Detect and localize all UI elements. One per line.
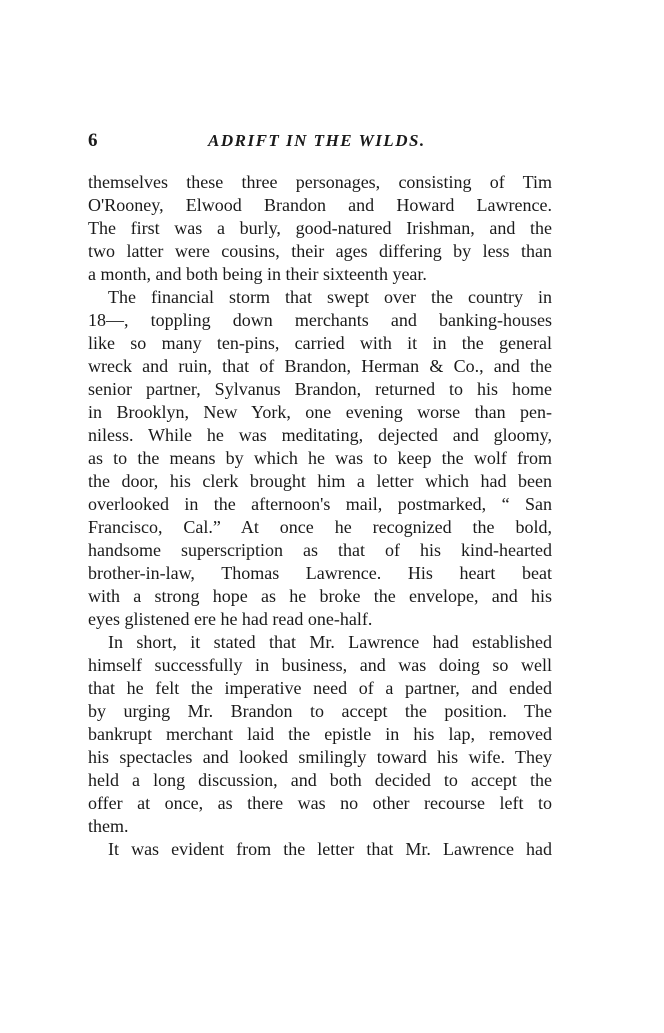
text-line: It was evident from the letter that Mr. Lawrence had <box>108 839 552 859</box>
page-number: 6 <box>88 130 98 151</box>
text-line: niless. While he was meditating, dejected and gloomy, <box>88 425 552 445</box>
text-line: brother-in-law, Thomas Lawrence. His heart beat <box>88 563 552 583</box>
text-line: The first was a burly, good-natured Irishman, and the <box>88 218 552 238</box>
text-line: senior partner, Sylvanus Brandon, returned to his home <box>88 379 552 399</box>
text-line: with a strong hope as he broke the envelope, and his <box>88 586 552 606</box>
body-text <box>88 171 552 861</box>
text-line: wreck and ruin, that of Brandon, Herman & Co., and the <box>88 356 552 376</box>
text-line: O'Rooney, Elwood Brandon and Howard Lawrence. <box>88 195 552 215</box>
text-line: by urging Mr. Brandon to accept the position. The <box>88 701 552 721</box>
running-head <box>88 128 552 154</box>
text-line: himself successfully in business, and was doing so well <box>88 655 552 675</box>
text-line: two latter were cousins, their ages differing by less than <box>88 241 552 261</box>
paragraph-4 <box>88 838 552 861</box>
paragraph-1 <box>88 171 552 286</box>
running-title: ADRIFT IN THE WILDS. <box>208 131 426 150</box>
text-line: them. <box>88 816 129 836</box>
text-line: handsome superscription as that of his kind-hearted <box>88 540 552 560</box>
text-line: his spectacles and looked smilingly toward his wife. They <box>88 747 552 767</box>
text-line: as to the means by which he was to keep the wolf from <box>88 448 552 468</box>
text-line: like so many ten-pins, carried with it in the general <box>88 333 552 353</box>
text-line: eyes glistened ere he had read one-half. <box>88 609 373 629</box>
text-line: overlooked in the afternoon's mail, postmarked, “ San <box>88 494 552 514</box>
paragraph-2 <box>88 286 552 631</box>
text-line: In short, it stated that Mr. Lawrence had established <box>108 632 552 652</box>
text-line: The financial storm that swept over the country in <box>108 287 552 307</box>
paragraph-3 <box>88 631 552 838</box>
text-line: the door, his clerk brought him a letter which had been <box>88 471 552 491</box>
text-line: Francisco, Cal.” At once he recognized the bold, <box>88 517 552 537</box>
text-line: that he felt the imperative need of a partner, and ended <box>88 678 552 698</box>
text-line: themselves these three personages, consisting of Tim <box>88 172 552 192</box>
text-line: in Brooklyn, New York, one evening worse than pen- <box>88 402 552 422</box>
text-line: offer at once, as there was no other recourse left to <box>88 793 552 813</box>
text-line: 18—, toppling down merchants and banking-houses <box>88 310 552 330</box>
text-line: a month, and both being in their sixteenth year. <box>88 264 427 284</box>
text-line: held a long discussion, and both decided to accept the <box>88 770 552 790</box>
text-line: bankrupt merchant laid the epistle in his lap, removed <box>88 724 552 744</box>
